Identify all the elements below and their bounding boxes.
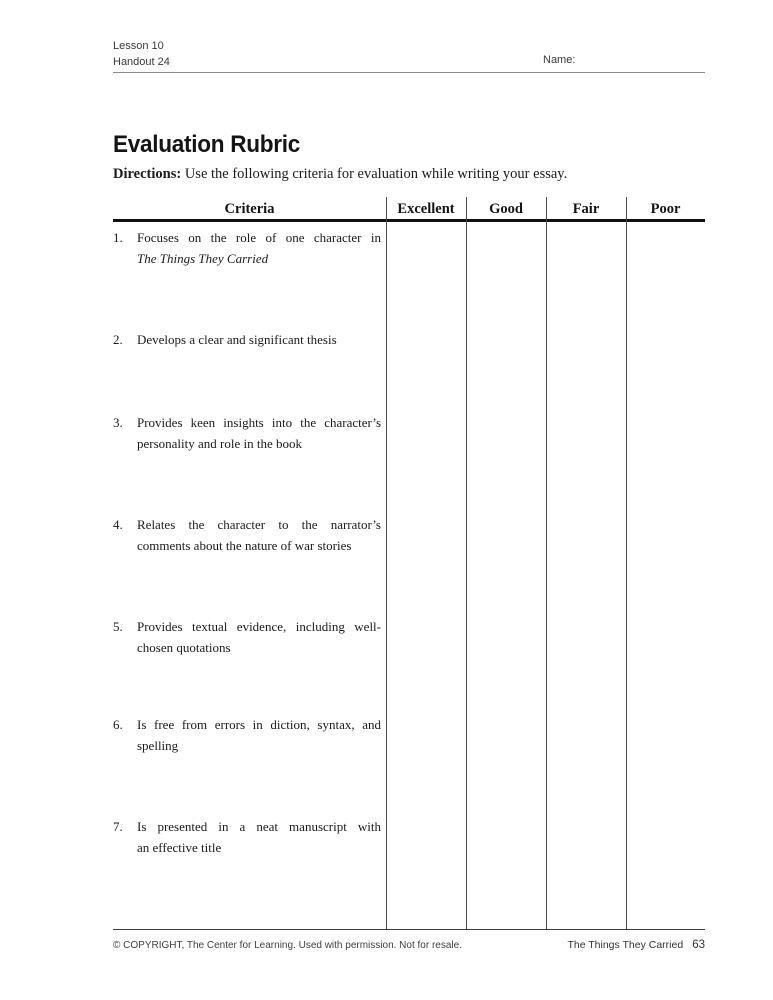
- handout-label: Handout 24: [113, 56, 170, 68]
- rubric-row: [113, 329, 381, 350]
- criterion-line: Develops a clear and significant thesis: [137, 332, 337, 347]
- page-title: Evaluation Rubric: [113, 131, 301, 158]
- directions-label: Directions:: [113, 166, 182, 182]
- criterion-text: [137, 227, 381, 269]
- rubric-row: [113, 816, 381, 858]
- criterion-text: [137, 714, 381, 756]
- header-underline-rule: [113, 219, 705, 222]
- copyright-notice: © COPYRIGHT, The Center for Learning. Used with permission. Not for resale.: [113, 940, 462, 951]
- column-header-fair: Fair: [572, 201, 600, 217]
- header-rule: [113, 72, 705, 73]
- rubric-row: [113, 227, 381, 269]
- table-bottom-rule: [113, 929, 705, 930]
- row-number: 6.: [113, 717, 123, 732]
- criterion-text: [137, 412, 381, 454]
- criterion-line: Is presented in a neat manuscript with: [137, 819, 381, 834]
- criterion-text: [137, 816, 381, 858]
- criterion-line: Provides keen insights into the character’s: [137, 415, 381, 430]
- criterion-line: an effective title: [137, 840, 222, 855]
- directions-line: [113, 166, 705, 183]
- row-number: 4.: [113, 517, 123, 532]
- criterion-line: Is free from errors in diction, syntax, and: [137, 717, 381, 732]
- column-divider: [466, 197, 467, 930]
- row-number: 2.: [113, 332, 123, 347]
- name-label: Name:: [543, 54, 576, 66]
- criterion-text: [137, 514, 381, 556]
- column-header-excellent: Excellent: [397, 201, 455, 217]
- column-header-poor: Poor: [650, 201, 681, 217]
- book-title: The Things They Carried: [567, 939, 684, 951]
- row-number: 5.: [113, 619, 123, 634]
- criterion-line: personality and role in the book: [137, 436, 302, 451]
- column-divider: [546, 197, 547, 930]
- page-number: 63: [692, 939, 705, 951]
- book-title-italic: The Things They Carried: [137, 251, 269, 266]
- criterion-line: Provides textual evidence, including well-: [137, 619, 381, 634]
- row-number: 3.: [113, 415, 123, 430]
- rubric-row: [113, 514, 381, 556]
- criterion-line: Focuses on the role of one character in: [137, 230, 381, 245]
- directions-text: Use the following criteria for evaluation while writing your essay.: [184, 166, 568, 182]
- criterion-text: [137, 329, 381, 350]
- lesson-label: Lesson 10: [113, 40, 164, 52]
- column-divider: [626, 197, 627, 930]
- footer-right: [405, 939, 705, 951]
- lesson-handout-label: [113, 38, 170, 70]
- rubric-row: [113, 616, 381, 658]
- column-header-criteria: Criteria: [224, 201, 275, 217]
- criterion-line: comments about the nature of war stories: [137, 538, 352, 553]
- criterion-line: Relates the character to the narrator’s: [137, 517, 381, 532]
- row-number: 7.: [113, 819, 123, 834]
- rubric-row: [113, 714, 381, 756]
- row-number: 1.: [113, 230, 123, 245]
- column-divider: [386, 197, 387, 930]
- column-header-good: Good: [489, 201, 523, 217]
- rubric-row: [113, 412, 381, 454]
- criterion-text: [137, 616, 381, 658]
- criterion-line: spelling: [137, 738, 179, 753]
- criterion-line: chosen quotations: [137, 640, 231, 655]
